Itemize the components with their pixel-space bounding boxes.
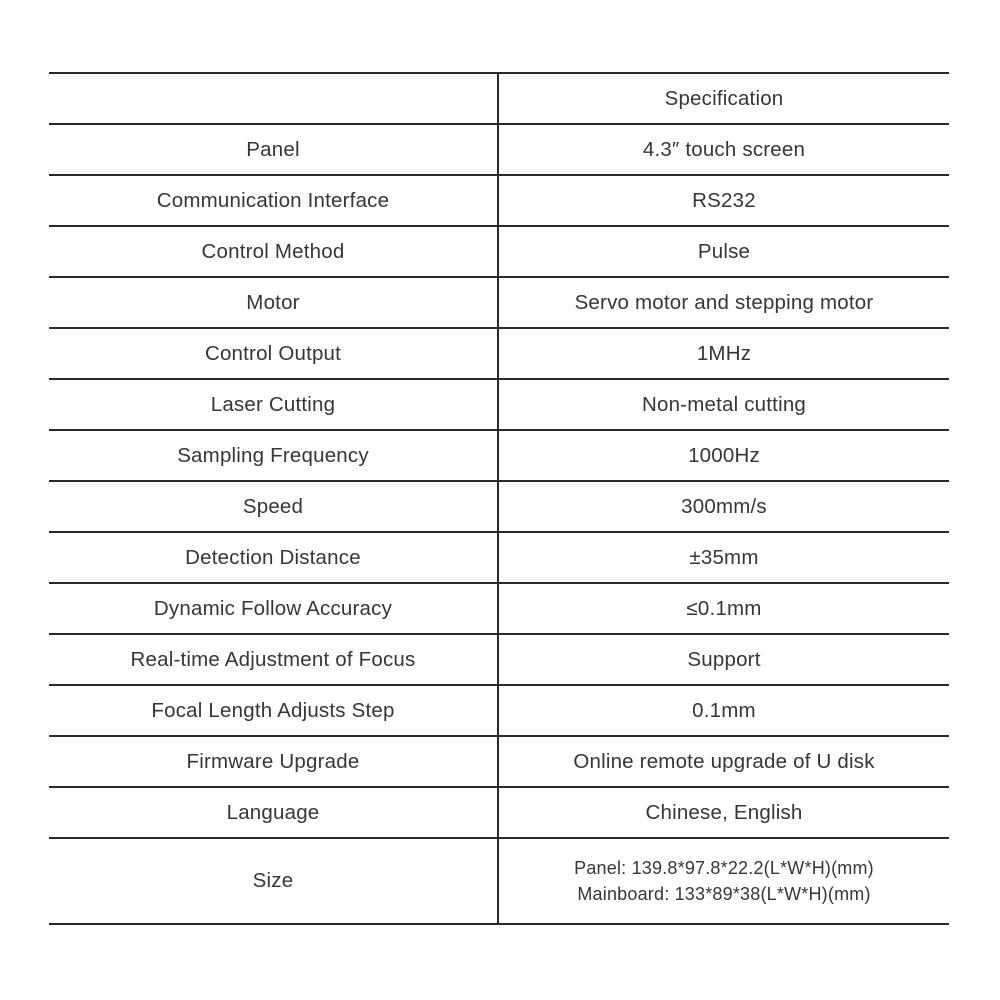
- size-mainboard-dimensions: Mainboard: 133*89*38(L*W*H)(mm): [577, 884, 871, 904]
- row-label: Size: [49, 839, 499, 923]
- row-value: 300mm/s: [681, 494, 767, 518]
- row-label: Real-time Adjustment of Focus: [49, 635, 499, 684]
- table-row-motor: [49, 276, 949, 327]
- table-row-language: [49, 786, 949, 837]
- size-panel-dimensions: Panel: 139.8*97.8*22.2(L*W*H)(mm): [574, 857, 874, 878]
- table-row-realtime-adjustment-of-focus: [49, 633, 949, 684]
- row-label: Sampling Frequency: [49, 431, 499, 480]
- row-value: ±35mm: [689, 545, 759, 569]
- row-value: Non-metal cutting: [641, 392, 807, 416]
- row-value: 1000Hz: [688, 443, 760, 467]
- row-value: Online remote upgrade of U disk: [573, 749, 875, 773]
- row-label: Dynamic Follow Accuracy: [49, 584, 499, 633]
- row-label: Panel: [49, 125, 499, 174]
- row-value: 0.1mm: [692, 698, 756, 722]
- specification-table: [49, 72, 949, 925]
- table-row-laser-cutting: [49, 378, 949, 429]
- table-row-detection-distance: [49, 531, 949, 582]
- row-value: RS232: [692, 188, 756, 212]
- header-empty-cell: [49, 74, 499, 123]
- row-label: Control Output: [49, 329, 499, 378]
- row-label: Laser Cutting: [49, 380, 499, 429]
- table-row-control-method: [49, 225, 949, 276]
- row-label: Motor: [49, 278, 499, 327]
- row-value: ≤0.1mm: [686, 596, 762, 620]
- row-label: Control Method: [49, 227, 499, 276]
- row-label: Communication Interface: [49, 176, 499, 225]
- table-row-speed: [49, 480, 949, 531]
- header-specification-cell: Specification: [664, 86, 784, 110]
- row-value: Chinese, English: [645, 800, 803, 824]
- row-value: [499, 839, 949, 923]
- row-label: Language: [49, 788, 499, 837]
- row-value: 4.3″ touch screen: [642, 137, 806, 161]
- table-row-sampling-frequency: [49, 429, 949, 480]
- table-row-dynamic-follow-accuracy: [49, 582, 949, 633]
- row-value: 1MHz: [696, 341, 752, 365]
- table-row-size: [49, 837, 949, 923]
- row-value: Pulse: [697, 239, 751, 263]
- row-value: Servo motor and stepping motor: [574, 290, 874, 314]
- table-row-panel: [49, 123, 949, 174]
- table-header-row: [49, 72, 949, 123]
- table-row-control-output: [49, 327, 949, 378]
- table-row-focal-length-adjusts-step: [49, 684, 949, 735]
- row-label: Speed: [49, 482, 499, 531]
- table-row-communication-interface: [49, 174, 949, 225]
- row-label: Detection Distance: [49, 533, 499, 582]
- row-label: Firmware Upgrade: [49, 737, 499, 786]
- row-label: Focal Length Adjusts Step: [49, 686, 499, 735]
- table-row-firmware-upgrade: [49, 735, 949, 786]
- row-value: Support: [687, 647, 761, 671]
